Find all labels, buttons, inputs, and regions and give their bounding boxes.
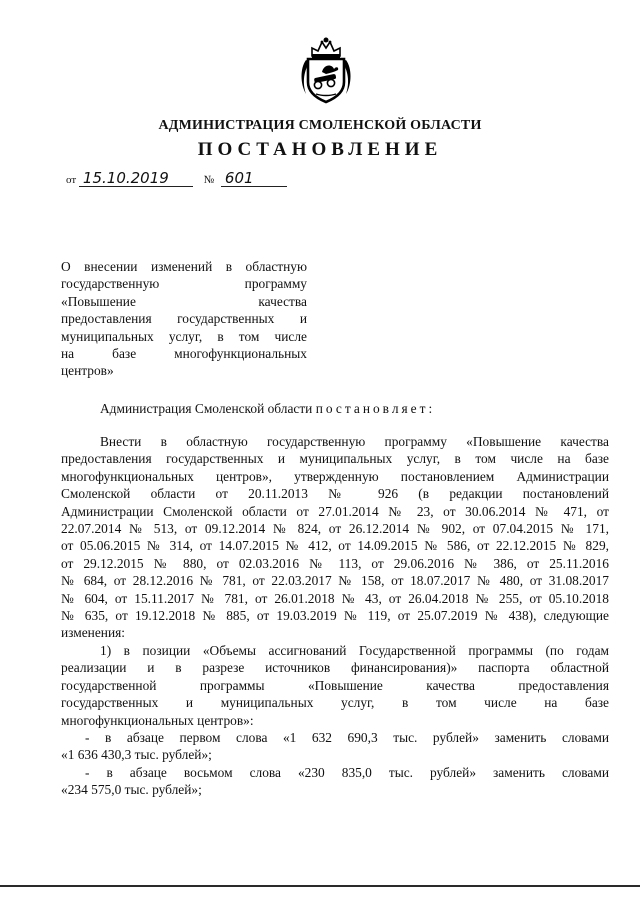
body-line: государственных и муниципальных услуг, в том числе на базе [61, 695, 609, 711]
title-line: центров» [61, 363, 114, 379]
body-line: многофункциональных центров»: [61, 712, 254, 728]
body-line: Смоленской области от 20.11.2013 № 926 (в редакции постановлений [61, 486, 609, 502]
title-line: государственную программу [61, 276, 307, 292]
body-line: «234 575,0 тыс. рублей»; [61, 782, 202, 798]
document-title [61, 258, 307, 380]
body-line: Администрации Смоленской области от 27.01.2014 № 23, от 30.06.2014 № 471, от [61, 503, 609, 519]
title-line: О внесении изменений в областную [61, 259, 307, 274]
coat-of-arms-emblem [298, 36, 354, 106]
body-line: реализации и в разрезе источников финансирования)» паспорта областной [61, 660, 609, 676]
title-line: на базе многофункциональных [61, 346, 307, 362]
body-line: изменения: [61, 625, 126, 641]
body-line: предоставления государственных и муниципальных услуг, в том числе на базе [61, 451, 609, 467]
body-line: «1 636 430,3 тыс. рублей»; [61, 747, 212, 763]
body-line: Внести в областную государственную программу «Повышение качества [100, 434, 609, 449]
body-line: 1) в позиции «Объемы ассигнований Государственной программы (по годам [100, 642, 609, 658]
body-line: - в абзаце восьмом слова «230 835,0 тыс. рублей» заменить словами [85, 764, 609, 780]
decree-verb: постановляет: [315, 401, 436, 416]
body-line: многофункциональных центров», утвержденную постановлением Администрации [61, 468, 609, 484]
number-label: № [203, 174, 215, 186]
document-body [61, 433, 609, 799]
body-line: № 635, от 19.12.2018 № 885, от 19.03.2019 № 119, от 25.07.2019 № 438), следующие [61, 608, 609, 624]
title-line: предоставления государственных и [61, 311, 307, 327]
decree-statement [100, 401, 435, 417]
body-line: № 604, от 15.11.2017 № 781, от 26.01.2018 № 43, от 26.04.2018 № 255, от 05.10.2018 [61, 590, 609, 606]
body-line: от 29.12.2015 № 880, от 02.03.2016 № 113, от 29.06.2016 № 386, от 25.11.2016 [61, 555, 609, 571]
body-line: от 05.06.2015 № 314, от 14.07.2015 № 412, от 14.09.2015 № 586, от 22.12.2015 № 829, [61, 538, 609, 554]
organization-name: АДМИНИСТРАЦИЯ СМОЛЕНСКОЙ ОБЛАСТИ [158, 118, 482, 133]
body-line: 22.07.2014 № 513, от 09.12.2014 № 824, от 26.12.2014 № 902, от 07.04.2015 № 171, [61, 521, 609, 537]
decree-subject: Администрация Смоленской области [100, 401, 313, 416]
page-edge-divider [0, 885, 640, 887]
date-prefix: от [66, 174, 77, 186]
number-value: 601 [221, 170, 287, 187]
title-line: муниципальных услуг, в том числе [61, 328, 307, 344]
date-number-line [66, 170, 287, 187]
title-line: «Повышение качества [61, 293, 307, 309]
body-line: - в абзаце первом слова «1 632 690,3 тыс. рублей» заменить словами [85, 729, 609, 745]
body-line: государственной программы «Повышение качества предоставления [61, 677, 609, 693]
document-type: ПОСТАНОВЛЕНИЕ [197, 139, 443, 160]
date-value: 15.10.2019 [79, 170, 193, 187]
body-line: № 684, от 28.12.2016 № 781, от 22.03.2017 № 158, от 18.07.2017 № 480, от 31.08.2017 [61, 573, 609, 589]
